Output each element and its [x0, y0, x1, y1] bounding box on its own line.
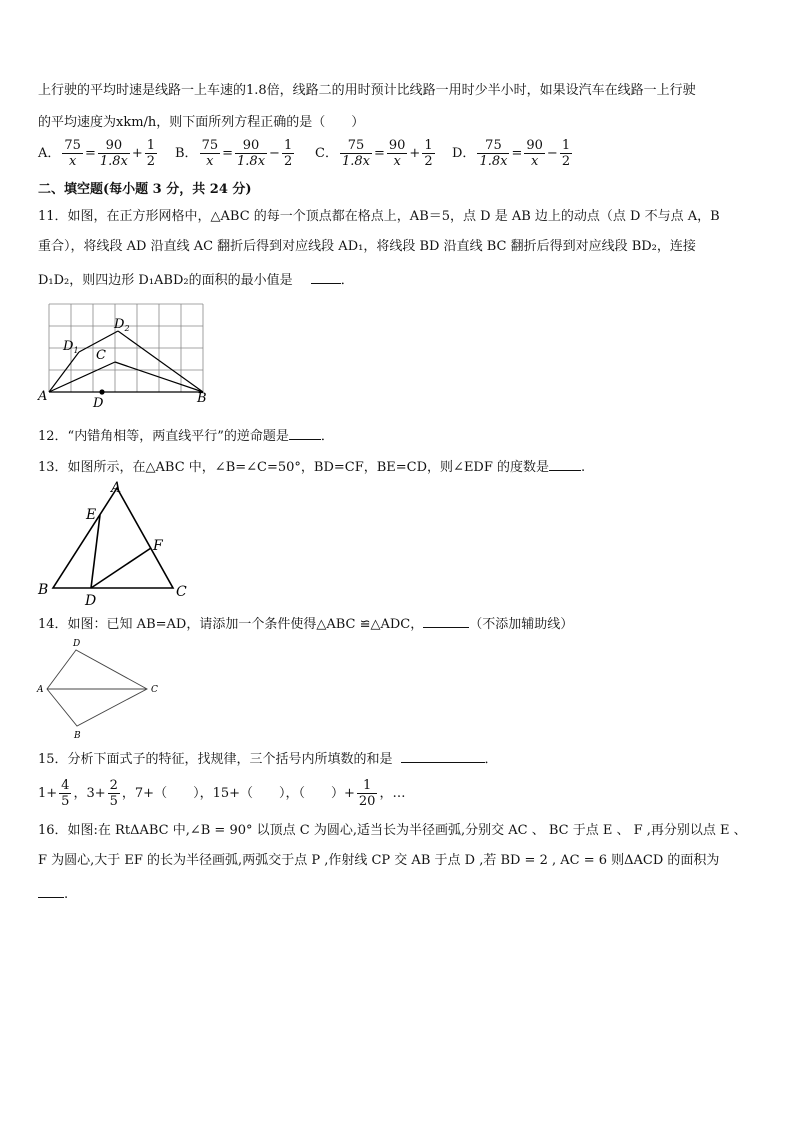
- equals-sign: =: [373, 146, 385, 161]
- q13-period: .: [581, 460, 586, 475]
- q11-period: ．: [340, 273, 354, 288]
- label-a: A: [111, 480, 122, 496]
- q15-frac-1-20: $\frac{1}{20}$: [358, 778, 376, 809]
- label-f: F: [153, 538, 163, 554]
- label-a: A: [37, 685, 44, 695]
- q13-answer-blank[interactable]: [549, 456, 581, 471]
- fraction: $\frac{90}{x}$: [388, 138, 406, 169]
- fraction: $\frac{90}{1.8x}$: [237, 138, 266, 169]
- q14-figure-lines: [47, 650, 147, 726]
- option-label: B．: [175, 146, 198, 161]
- q14-question: 14．如图：已知 AB=AD，请添加一个条件使得△ABC ≌△ADC，: [38, 617, 424, 632]
- q10-text-line1: 上行驶的平均时速是线路一上车速的1.8倍，线路二的用时预计比线路一用时少半小时，如果设汽车在线路一上行驶: [38, 83, 696, 98]
- q11-text-line2: 重合），将线段 AD 沿直线 AC 翻折后得到对应线段 AD₁，将线段 BD 沿直线 BC 翻折后得到对应线段 BD₂，连接: [38, 239, 696, 254]
- q11-text-line3: [38, 269, 354, 291]
- q15-sequence: [38, 774, 405, 814]
- q15-question: 15．分析下面式子的特征，找规律，三个括号内所填数的和是: [38, 752, 393, 767]
- q15-ellipsis: ，…: [379, 786, 406, 801]
- label-d1: $D_1$: [63, 339, 79, 355]
- equals-sign: =: [84, 146, 96, 161]
- operator-sign: −: [546, 146, 558, 161]
- q16-text-line2: F 为圆心,大于 EF 的长为半径画弧,两弧交于点 P ,作射线 CP 交 AB 于点 D ,若 BD = 2 , AC = 6 则ΔACD 的面积为: [38, 853, 720, 868]
- operator-sign: +: [131, 146, 143, 161]
- q16-answer-blank[interactable]: [38, 883, 64, 898]
- option-label: D．: [452, 146, 476, 161]
- label-c: C: [96, 348, 106, 363]
- q15-answer-blank[interactable]: [401, 748, 485, 763]
- option-label: A．: [38, 146, 61, 161]
- fraction: $\frac{75}{x}$: [201, 138, 219, 169]
- label-d2: $D_2$: [114, 317, 130, 333]
- q11-answer-blank[interactable]: [311, 269, 341, 284]
- q12-text: [38, 425, 334, 447]
- q11-question: D₁D₂，则四边形 D₁ABD₂的面积的最小值是: [38, 273, 293, 288]
- label-d: D: [85, 593, 97, 609]
- q15-frac-4-5: $\frac{4}{5}$: [61, 778, 70, 809]
- label-b: B: [38, 582, 49, 598]
- label-c: C: [176, 584, 187, 600]
- label-e: E: [86, 507, 97, 523]
- fraction: $\frac{1}{2}$: [561, 138, 571, 169]
- q10-option-d[interactable]: [452, 138, 574, 169]
- fraction: $\frac{75}{x}$: [64, 138, 81, 169]
- fraction: $\frac{1}{2}$: [283, 138, 293, 169]
- section-heading: 二、填空题(每小题 3 分，共 24 分): [38, 182, 252, 197]
- fraction: $\frac{75}{1.8x}$: [341, 138, 370, 169]
- fraction: $\frac{1}{2}$: [424, 138, 433, 169]
- q14-kite-figure: [32, 636, 167, 742]
- point-d-dot: [99, 389, 104, 394]
- q16-period: .: [64, 887, 69, 902]
- equals-sign: =: [511, 146, 523, 161]
- q14-text: [38, 613, 573, 635]
- q10-option-a[interactable]: [38, 138, 159, 169]
- q12-answer-blank[interactable]: [289, 425, 321, 440]
- label-d: D: [73, 639, 81, 649]
- q13-question: 13．如图所示，在△ABC 中，∠B=∠C=50°，BD=CF，BE=CD，则∠EDF 的度数是: [38, 460, 550, 475]
- q11-text-line1: 11．如图，在正方形网格中，△ABC 的每一个顶点都在格点上，AB＝5，点 D 是 AB 边上的动点（点 D 不与点 A，B: [38, 209, 720, 224]
- equals-sign: =: [222, 146, 234, 161]
- q12-period: ．: [320, 429, 334, 444]
- label-d: D: [93, 396, 104, 410]
- fraction: $\frac{90}{1.8x}$: [99, 138, 128, 169]
- label-b: B: [197, 391, 207, 406]
- q12-question: 12．“内错角相等，两直线平行”的逆命题是: [38, 429, 289, 444]
- q16-text-line3: [38, 883, 68, 905]
- q15-frac-2-5: $\frac{2}{5}$: [109, 778, 118, 809]
- label-c: C: [151, 685, 158, 695]
- option-label: C．: [315, 146, 338, 161]
- q14-tail: （不添加辅助线）: [469, 617, 574, 632]
- label-b: B: [74, 731, 81, 741]
- operator-sign: −: [269, 146, 280, 161]
- q11-grid-figure: [30, 300, 220, 410]
- label-a: A: [38, 389, 48, 404]
- q15-term2: ，3+: [73, 786, 106, 801]
- q15-term1: 1+: [38, 786, 58, 801]
- q10-option-c[interactable]: [315, 138, 437, 169]
- q16-text-line1: 16．如图:在 RtΔABC 中,∠B = 90° 以顶点 C 为圆心,适当长为半径画弧,分别交 AC 、 BC 于点 E 、 F ,再分别以点 E 、: [38, 823, 747, 838]
- q10-option-b[interactable]: [175, 138, 296, 169]
- operator-sign: +: [409, 146, 421, 161]
- q14-answer-blank[interactable]: [423, 613, 469, 628]
- q13-triangle-figure: [30, 478, 200, 610]
- fraction: $\frac{1}{2}$: [146, 138, 156, 169]
- fraction: $\frac{90}{x}$: [526, 138, 543, 169]
- q13-text: [38, 456, 585, 478]
- q15-text: [38, 748, 498, 770]
- fraction: $\frac{75}{1.8x}$: [479, 138, 508, 169]
- q15-period: ．: [484, 752, 498, 767]
- q15-terms-3-5: ，7+（ ），15+（ ），（ ）+: [121, 786, 355, 801]
- q10-text-line2: 的平均速度为xkm/h，则下面所列方程正确的是（ ）: [38, 115, 365, 130]
